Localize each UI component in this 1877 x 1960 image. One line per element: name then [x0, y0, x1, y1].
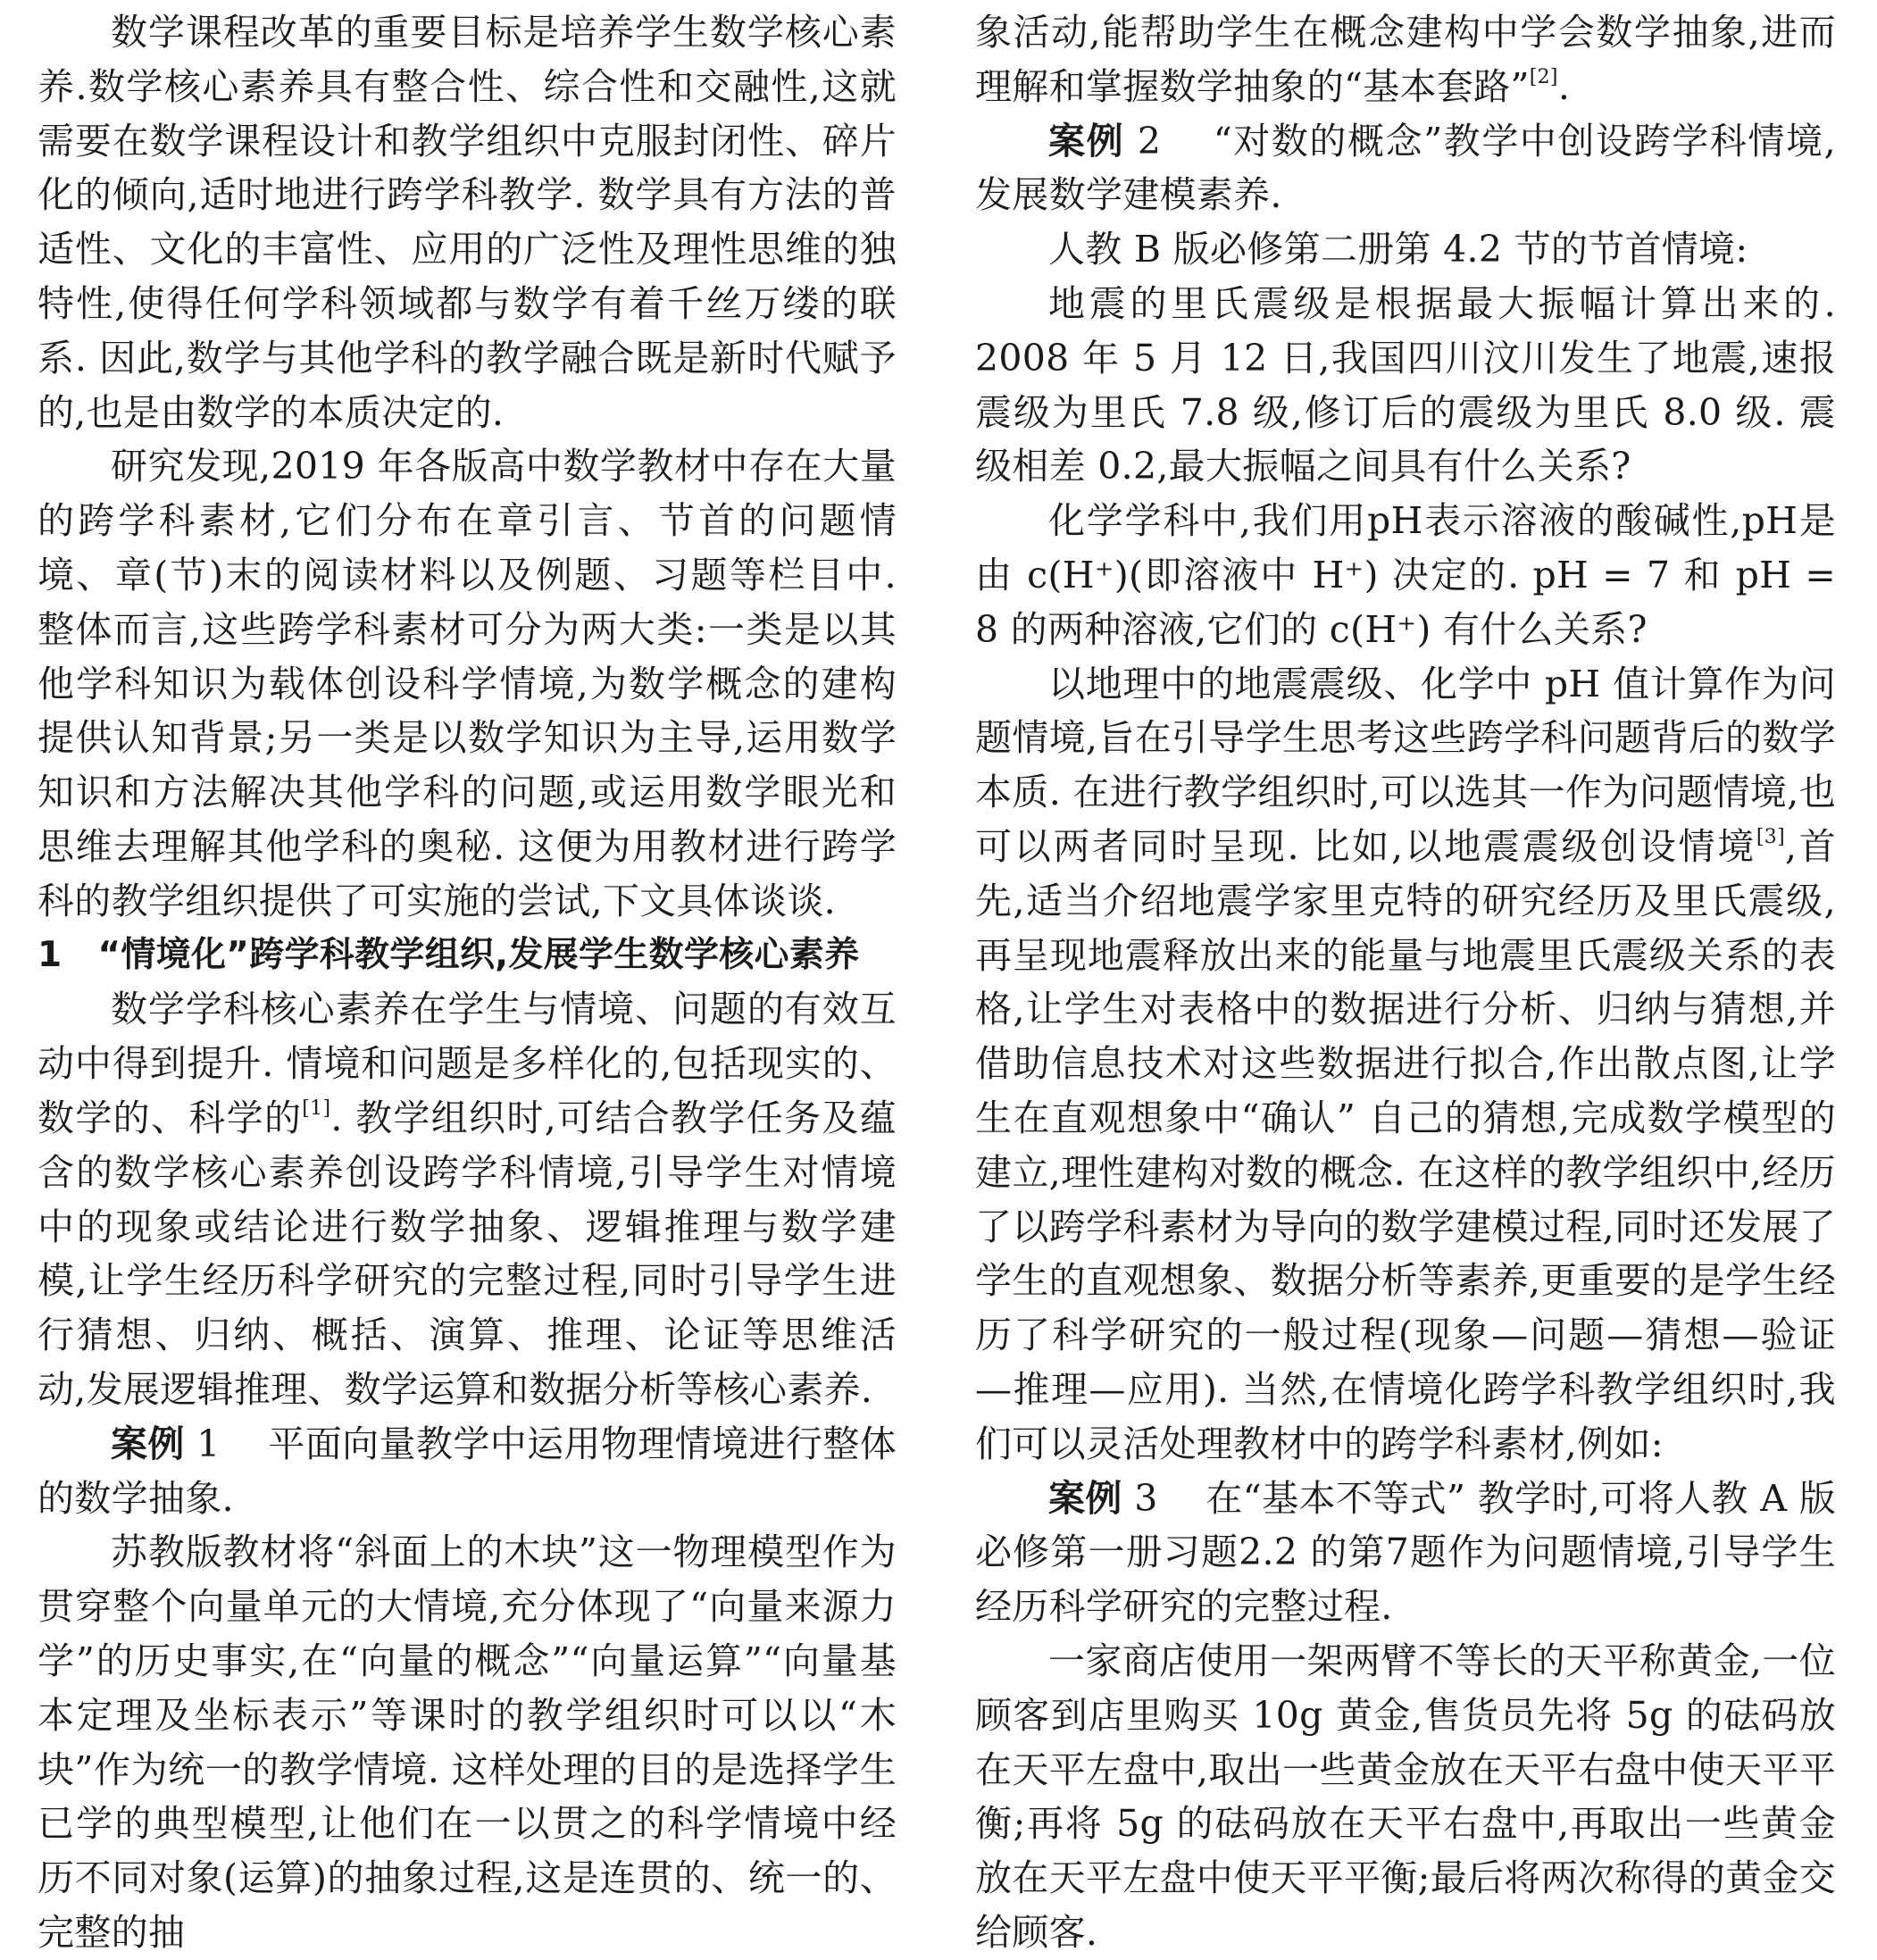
paragraph-core-literacy: 数学学科核心素养在学生与情境、问题的有效互动中得到提升. 情境和问题是多样化的,包括现实的、数学的、科学的[1]. 教学组织时,可结合教学任务及蕴含的数学核心素养创设跨学科情境,引导学生对情境中的现象或结论进行数学抽象、逻辑推理与数学建模,让学生经历科学研究的完整过程,同时引导学生进行猜想、归纳、概括、演算、推理、论证等思维活动,发展逻辑推理、数学运算和数据分析等核心素养.	[38, 988, 897, 1411]
case-2-text: “对数的概念”教学中创设跨学科情境,发展数学建模素养.	[975, 119, 1836, 217]
citation-2: [2]	[1529, 65, 1558, 88]
case-1-number: 1	[196, 1422, 221, 1465]
citation-3: [3]	[1756, 825, 1785, 848]
case-3	[975, 1472, 1836, 1634]
case-2-number: 2	[1137, 119, 1162, 163]
right-column	[975, 5, 1836, 1960]
paragraph-modeling: 以地理中的地震震级、化学中 pH 值计算作为问题情境,旨在引导学生思考这些跨学科问题背后的数学本质. 在进行教学组织时,可以选其一作为问题情境,也可以两者同时呈现. 比如,以地震震级创设情境[3],首先,适当介绍地震学家里克特的研究经历及里氏震级,再呈现地震释放出来的能量与地震里氏震级关系的表格,让学生对表格中的数据进行分析、归纳与猜想,并借助信息技术对这些数据进行拟合,作出散点图,让学生在直观想象中“确认” 自己的猜想,完成数学模型的建立,理性建构对数的概念. 在这样的教学组织中,经历了以跨学科素材为导向的数学建模过程,同时还发展了学生的直观想象、数据分析等素养,更重要的是学生经历了科学研究的一般过程(现象—问题—猜想—验证—推理—应用). 当然,在情境化跨学科教学组织时,我们可以灵活处理教材中的跨学科素材,例如:	[975, 662, 1836, 1465]
paragraph-vector: 苏教版教材将“斜面上的木块”这一物理模型作为贯穿整个向量单元的大情境,充分体现了“向量来源力学”的历史事实,在“向量的概念”“向量运算”“向量基本定理及坐标表示”等课时的教学组织时可以以“木块”作为统一的教学情境. 这样处理的目的是选择学生已学的典型模型,让他们在一以贯之的科学情境中经历不同对象(运算)的抽象过程,这是连贯的、统一的、完整的抽	[38, 1530, 897, 1954]
left-column	[38, 5, 897, 1960]
paragraph-ph: 化学学科中,我们用pH表示溶液的酸碱性,pH是由 c(H⁺)(即溶液中 H⁺) 决定的. pH = 7 和 pH = 8 的两种溶液,它们的 c(H⁺) 有什么关系?	[975, 499, 1836, 651]
case-2	[975, 114, 1836, 223]
paragraph-continuation: 象活动,能帮助学生在概念建构中学会数学抽象,进而理解和掌握数学抽象的“基本套路”[2].	[975, 11, 1836, 108]
paragraph-textbook: 人教 B 版必修第二册第 4.2 节的节首情境:	[1048, 228, 1748, 271]
case-3-number: 3	[1134, 1476, 1158, 1520]
section-title: “情境化”跨学科教学组织,发展学生数学核心素养	[97, 934, 860, 975]
case-1-label: 案例	[111, 1422, 185, 1465]
case-1-text: 平面向量教学中运用物理情境进行整体的数学抽象.	[38, 1422, 897, 1520]
case-1	[38, 1417, 897, 1526]
paragraph-research: 研究发现,2019 年各版高中数学教材中存在大量的跨学科素材,它们分布在章引言、节首的问题情境、章(节)末的阅读材料以及例题、习题等栏目中. 整体而言,这些跨学科素材可分为两大类:一类是以其他学科知识为载体创设科学情境,为数学概念的建构提供认知背景;另一类是以数学知识为主导,运用数学知识和方法解决其他学科的问题,或运用数学眼光和思维去理解其他学科的奥秘. 这便为用教材进行跨学科的教学组织提供了可实施的尝试,下文具体谈谈.	[38, 445, 897, 922]
section-heading	[38, 929, 897, 983]
paragraph-earthquake: 地震的里氏震级是根据最大振幅计算出来的. 2008 年 5 月 12 日,我国四川汶川发生了地震,速报震级为里氏 7.8 级,修订后的震级为里氏 8.0 级. 震级相差 0.2,最大振幅之间具有什么关系?	[975, 281, 1836, 488]
section-number: 1	[38, 934, 63, 975]
citation-1: [1]	[302, 1097, 331, 1120]
case-2-label: 案例	[1048, 119, 1125, 163]
case-3-text: 在“基本不等式” 教学时,可将人教 A 版必修第一册习题2.2 的第7题作为问题情境,引导学生经历科学研究的完整过程.	[975, 1476, 1836, 1629]
paragraph-intro: 数学课程改革的重要目标是培养学生数学核心素养.数学核心素养具有整合性、综合性和交融性,这就需要在数学课程设计和教学组织中克服封闭性、碎片化的倾向,适时地进行跨学科教学. 数学具有方法的普适性、文化的丰富性、应用的广泛性及理性思维的独特性,使得任何学科领域都与数学有着千丝万缕的联系. 因此,数学与其他学科的教学融合既是新时代赋予的,也是由数学的本质决定的.	[38, 11, 897, 434]
case-3-label: 案例	[1048, 1476, 1122, 1520]
paragraph-balance: 一家商店使用一架两臂不等长的天平称黄金,一位顾客到店里购买 10g 黄金,售货员先将 5g 的砝码放在天平左盘中,取出一些黄金放在天平右盘中使天平平衡;再将 5g 的砝码放在天平右盘中,再取出一些黄金放在天平左盘中使天平平衡;最后将两次称得的黄金交给顾客.	[975, 1639, 1837, 1954]
